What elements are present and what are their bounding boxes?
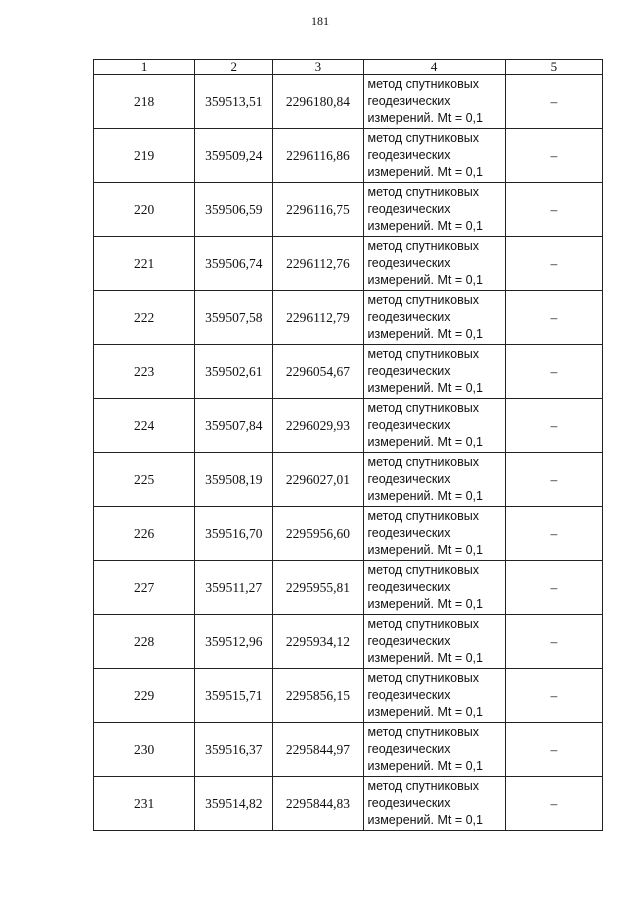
column-header-2: 2 bbox=[195, 60, 273, 75]
y-coordinate-cell: 2295956,60 bbox=[273, 507, 363, 561]
method-text: метод спутниковых геодезических измерений. Mt = 0,1 bbox=[367, 563, 483, 611]
note-cell: – bbox=[505, 507, 602, 561]
x-coordinate-cell: 359516,37 bbox=[195, 723, 273, 777]
y-coordinate-cell: 2295844,83 bbox=[273, 777, 363, 831]
table-row bbox=[94, 345, 603, 399]
y-coordinate-cell: 2296054,67 bbox=[273, 345, 363, 399]
point-number-cell: 221 bbox=[94, 237, 195, 291]
method-text: метод спутниковых геодезических измерений. Mt = 0,1 bbox=[367, 455, 483, 503]
method-cell bbox=[363, 615, 505, 669]
method-text: метод спутниковых геодезических измерений. Mt = 0,1 bbox=[367, 77, 483, 125]
column-header-3: 3 bbox=[273, 60, 363, 75]
method-cell bbox=[363, 129, 505, 183]
note-cell: – bbox=[505, 453, 602, 507]
table-row bbox=[94, 561, 603, 615]
method-cell bbox=[363, 669, 505, 723]
y-coordinate-cell: 2296112,79 bbox=[273, 291, 363, 345]
point-number-cell: 226 bbox=[94, 507, 195, 561]
note-cell: – bbox=[505, 291, 602, 345]
method-cell bbox=[363, 75, 505, 129]
note-cell: – bbox=[505, 615, 602, 669]
method-cell bbox=[363, 723, 505, 777]
method-text: метод спутниковых геодезических измерений. Mt = 0,1 bbox=[367, 347, 483, 395]
method-cell bbox=[363, 291, 505, 345]
x-coordinate-cell: 359506,74 bbox=[195, 237, 273, 291]
method-cell bbox=[363, 399, 505, 453]
point-number-cell: 218 bbox=[94, 75, 195, 129]
table-row bbox=[94, 723, 603, 777]
table-row bbox=[94, 183, 603, 237]
coordinates-table bbox=[93, 59, 603, 831]
table-row bbox=[94, 291, 603, 345]
x-coordinate-cell: 359516,70 bbox=[195, 507, 273, 561]
table-row bbox=[94, 615, 603, 669]
note-cell: – bbox=[505, 129, 602, 183]
table-row bbox=[94, 237, 603, 291]
method-text: метод спутниковых геодезических измерений. Mt = 0,1 bbox=[367, 671, 483, 719]
method-cell bbox=[363, 183, 505, 237]
y-coordinate-cell: 2295844,97 bbox=[273, 723, 363, 777]
method-text: метод спутниковых геодезических измерений. Mt = 0,1 bbox=[367, 617, 483, 665]
point-number-cell: 229 bbox=[94, 669, 195, 723]
method-text: метод спутниковых геодезических измерений. Mt = 0,1 bbox=[367, 239, 483, 287]
y-coordinate-cell: 2296027,01 bbox=[273, 453, 363, 507]
point-number-cell: 220 bbox=[94, 183, 195, 237]
note-cell: – bbox=[505, 399, 602, 453]
table-header-row bbox=[94, 60, 603, 75]
y-coordinate-cell: 2296029,93 bbox=[273, 399, 363, 453]
point-number-cell: 224 bbox=[94, 399, 195, 453]
method-cell bbox=[363, 507, 505, 561]
y-coordinate-cell: 2296112,76 bbox=[273, 237, 363, 291]
note-cell: – bbox=[505, 669, 602, 723]
note-cell: – bbox=[505, 345, 602, 399]
note-cell: – bbox=[505, 183, 602, 237]
note-cell: – bbox=[505, 777, 602, 831]
note-cell: – bbox=[505, 237, 602, 291]
method-cell bbox=[363, 777, 505, 831]
note-cell: – bbox=[505, 75, 602, 129]
table-row bbox=[94, 129, 603, 183]
x-coordinate-cell: 359506,59 bbox=[195, 183, 273, 237]
x-coordinate-cell: 359509,24 bbox=[195, 129, 273, 183]
table-row bbox=[94, 75, 603, 129]
x-coordinate-cell: 359507,84 bbox=[195, 399, 273, 453]
point-number-cell: 225 bbox=[94, 453, 195, 507]
x-coordinate-cell: 359508,19 bbox=[195, 453, 273, 507]
method-text: метод спутниковых геодезических измерений. Mt = 0,1 bbox=[367, 185, 483, 233]
method-cell bbox=[363, 345, 505, 399]
y-coordinate-cell: 2296116,75 bbox=[273, 183, 363, 237]
point-number-cell: 230 bbox=[94, 723, 195, 777]
y-coordinate-cell: 2295955,81 bbox=[273, 561, 363, 615]
method-text: метод спутниковых геодезических измерений. Mt = 0,1 bbox=[367, 779, 483, 827]
table-row bbox=[94, 777, 603, 831]
method-text: метод спутниковых геодезических измерений. Mt = 0,1 bbox=[367, 131, 483, 179]
method-text: метод спутниковых геодезических измерений. Mt = 0,1 bbox=[367, 293, 483, 341]
x-coordinate-cell: 359512,96 bbox=[195, 615, 273, 669]
y-coordinate-cell: 2295856,15 bbox=[273, 669, 363, 723]
point-number-cell: 231 bbox=[94, 777, 195, 831]
column-header-4: 4 bbox=[363, 60, 505, 75]
y-coordinate-cell: 2296116,86 bbox=[273, 129, 363, 183]
method-cell bbox=[363, 237, 505, 291]
y-coordinate-cell: 2295934,12 bbox=[273, 615, 363, 669]
x-coordinate-cell: 359507,58 bbox=[195, 291, 273, 345]
table-body bbox=[94, 75, 603, 831]
table-row bbox=[94, 399, 603, 453]
note-cell: – bbox=[505, 561, 602, 615]
table-row bbox=[94, 669, 603, 723]
point-number-cell: 219 bbox=[94, 129, 195, 183]
method-text: метод спутниковых геодезических измерений. Mt = 0,1 bbox=[367, 509, 483, 557]
note-cell: – bbox=[505, 723, 602, 777]
column-header-5: 5 bbox=[505, 60, 602, 75]
x-coordinate-cell: 359514,82 bbox=[195, 777, 273, 831]
method-text: метод спутниковых геодезических измерений. Mt = 0,1 bbox=[367, 401, 483, 449]
method-text: метод спутниковых геодезических измерений. Mt = 0,1 bbox=[367, 725, 483, 773]
y-coordinate-cell: 2296180,84 bbox=[273, 75, 363, 129]
method-cell bbox=[363, 561, 505, 615]
x-coordinate-cell: 359513,51 bbox=[195, 75, 273, 129]
x-coordinate-cell: 359502,61 bbox=[195, 345, 273, 399]
table-row bbox=[94, 507, 603, 561]
point-number-cell: 228 bbox=[94, 615, 195, 669]
point-number-cell: 223 bbox=[94, 345, 195, 399]
method-cell bbox=[363, 453, 505, 507]
x-coordinate-cell: 359515,71 bbox=[195, 669, 273, 723]
point-number-cell: 227 bbox=[94, 561, 195, 615]
column-header-1: 1 bbox=[94, 60, 195, 75]
table-row bbox=[94, 453, 603, 507]
page-number: 181 bbox=[311, 14, 329, 28]
x-coordinate-cell: 359511,27 bbox=[195, 561, 273, 615]
point-number-cell: 222 bbox=[94, 291, 195, 345]
